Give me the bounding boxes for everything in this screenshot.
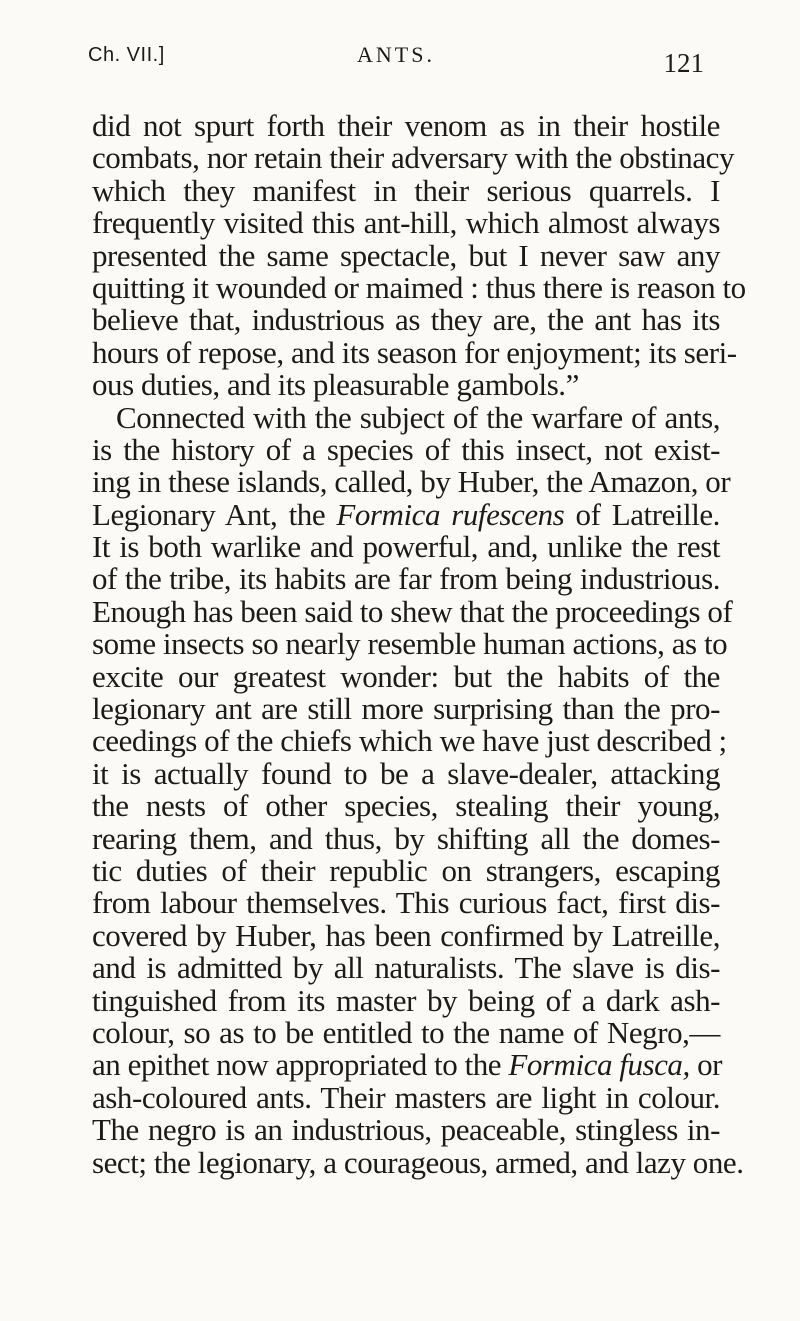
text-line: The negro is an industrious, peaceable, stingless in- (92, 1112, 720, 1148)
text-line: It is both warlike and powerful, and, unlike the rest (92, 529, 720, 565)
text-line: and is admitted by all naturalists. The slave is dis- (92, 950, 720, 986)
text-line: Enough has been said to shew that the proceedings of (92, 593, 733, 629)
text-line: some insects so nearly resemble human actions, as to (92, 626, 728, 662)
text-line: from labour themselves. This curious fact, first dis- (92, 885, 720, 921)
text-line: did not spurt forth their venom as in their hostile (92, 108, 720, 143)
text-line: quitting it wounded or maimed : thus there is reason to (92, 269, 746, 305)
text-line: covered by Huber, has been confirmed by Latreille, (92, 917, 720, 953)
body-text (92, 108, 746, 1180)
running-head (88, 38, 704, 78)
text-segment: Legionary Ant, the (92, 496, 337, 532)
text-line: it is actually found to be a slave-dealer, attacking (92, 755, 720, 791)
text-segment: or (689, 1047, 723, 1083)
text-segment: of Latreille. (564, 496, 720, 532)
text-line: ceedings of the chiefs which we have just described ; (92, 723, 727, 759)
text-line: the nests of other species, stealing their young, (92, 788, 720, 824)
text-line: hours of repose, and its season for enjoyment; its seri- (92, 334, 737, 370)
text-line (92, 1047, 723, 1083)
text-line: of the tribe, its habits are far from being industrious. (92, 561, 720, 597)
text-line (92, 496, 720, 532)
text-line: legionary ant are still more surprising than the pro- (92, 691, 720, 727)
text-line: is the history of a species of this insect, not exist- (92, 431, 720, 467)
text-line: colour, so as to be entitled to the name of Negro,— (92, 1014, 720, 1050)
text-line: tinguished from its master by being of a dark ash- (92, 982, 720, 1018)
text-line: Connected with the subject of the warfare of ants, (116, 399, 720, 435)
text-line: frequently visited this ant-hill, which almost always (92, 205, 720, 241)
chapter-reference: Ch. VII.] (88, 44, 165, 66)
italic-species-name: Formica rufescens (336, 496, 565, 532)
text-line: rearing them, and thus, by shifting all the domes- (92, 820, 720, 856)
text-line: sect; the legionary, a courageous, armed, and lazy one. (92, 1144, 744, 1180)
text-line: which they manifest in their serious quarrels. I (92, 172, 720, 208)
italic-species-name: Formica fusca, (508, 1047, 690, 1083)
text-line: tic duties of their republic on strangers, escaping (92, 852, 720, 888)
text-line: presented the same spectacle, but I never saw any (92, 237, 720, 273)
page-number: 121 (663, 48, 704, 78)
text-line: ing in these islands, called, by Huber, the Amazon, or (92, 464, 731, 500)
text-line: excite our greatest wonder: but the habits of the (92, 658, 720, 694)
text-line: believe that, industrious as they are, the ant has its (92, 302, 720, 338)
text-segment: an epithet now appropriated to the (92, 1047, 509, 1083)
text-line: ous duties, and its pleasurable gambols.” (92, 367, 579, 403)
text-line: combats, nor retain their adversary with the obstinacy (92, 140, 734, 176)
text-line: ash-coloured ants. Their masters are light in colour. (92, 1079, 720, 1115)
page-heading: ANTS. (357, 42, 435, 67)
